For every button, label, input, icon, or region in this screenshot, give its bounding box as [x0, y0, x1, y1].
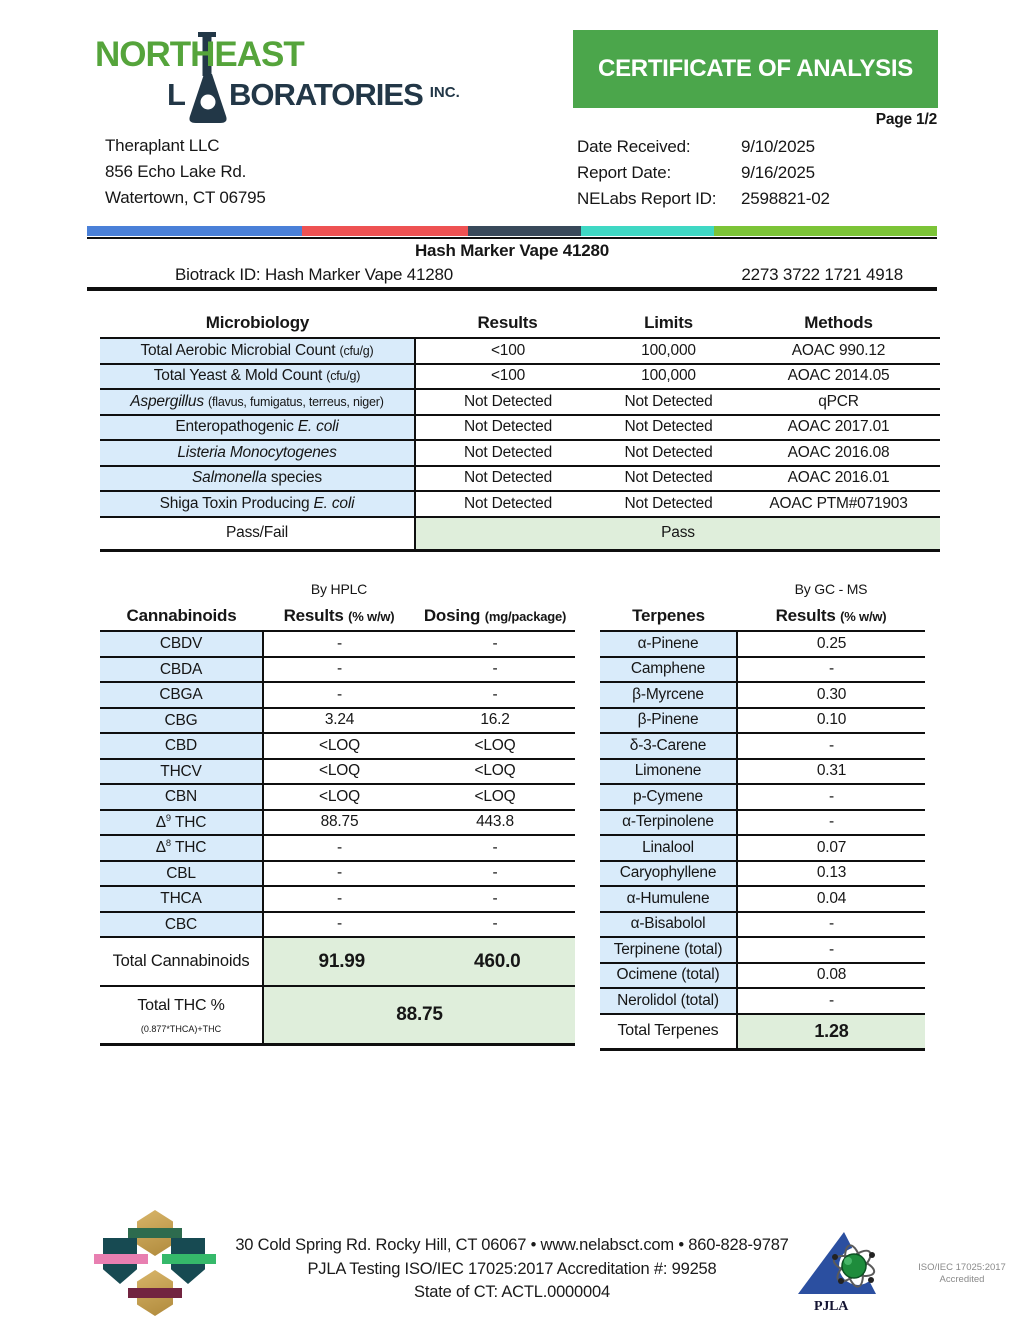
terpene-name-cell: α-Terpinolene	[600, 810, 737, 836]
cannabinoid-dosing-cell: -	[415, 912, 575, 938]
client-city: Watertown, CT 06795	[105, 188, 266, 207]
micro-row	[100, 466, 940, 492]
cannabinoid-name: CBC	[164, 915, 198, 933]
terpene-result-cell: -	[737, 810, 925, 836]
total-thc-label-main: Total THC %	[137, 996, 225, 1014]
cannabinoid-dosing-cell: -	[415, 835, 575, 861]
micro-result-cell: Not Detected	[415, 466, 600, 492]
micro-result-cell: Not Detected	[415, 389, 600, 415]
cannabinoid-result-cell: -	[263, 631, 415, 657]
cannabinoid-name: CBN	[164, 788, 198, 806]
cannabinoid-dosing-cell: -	[415, 886, 575, 912]
micro-method-cell: AOAC 2016.01	[737, 466, 940, 492]
cannabinoid-result-cell: -	[263, 835, 415, 861]
micro-limit-cell: Not Detected	[600, 466, 737, 492]
report-date-value: 9/16/2025	[741, 163, 815, 182]
cannabinoid-name: THCV	[160, 762, 202, 780]
micro-analyte-cell	[100, 491, 415, 517]
logo-line2-first: L	[167, 77, 185, 112]
terpene-result-cell: 0.08	[737, 963, 925, 989]
cannabinoid-result-cell: -	[263, 886, 415, 912]
micro-row	[100, 389, 940, 415]
cannabinoid-row	[100, 810, 575, 836]
analyte-note: (flavus, fumigatus, terreus, niger)	[208, 394, 384, 409]
terpene-result-cell: 0.30	[737, 682, 925, 708]
terpene-row	[600, 912, 925, 938]
cannabinoid-name: Δ	[155, 813, 166, 831]
terpene-name-cell: Terpinene (total)	[600, 937, 737, 963]
award-ribbon-pink	[94, 1254, 148, 1264]
cannabinoid-name: CBDA	[159, 660, 203, 678]
micro-analyte-cell	[100, 440, 415, 466]
terpene-result-cell: 0.10	[737, 708, 925, 734]
microbiology-header-row	[100, 308, 940, 338]
terpenes-header-row	[600, 601, 925, 631]
cannabinoid-name-cell	[100, 810, 263, 836]
cannabinoid-row	[100, 733, 575, 759]
cannabinoid-dosing-cell: -	[415, 631, 575, 657]
cannabinoid-row	[100, 784, 575, 810]
bar-segment-teal	[581, 226, 714, 236]
client-name: Theraplant LLC	[105, 136, 220, 155]
product-title: Hash Marker Vape 41280	[414, 241, 610, 260]
analyte-note: (cfu/g)	[326, 369, 361, 384]
cannabinoid-row	[100, 682, 575, 708]
terpene-row	[600, 963, 925, 989]
page-number: Page 1/2	[875, 111, 937, 128]
terpene-row	[600, 810, 925, 836]
terpene-result-cell: 0.07	[737, 835, 925, 861]
lab-address-line: 30 Cold Spring Rd. Rocky Hill, CT 06067 • www.nelabsct.com • 860-828-9787	[235, 1236, 789, 1254]
cannabinoids-header-row	[100, 601, 575, 631]
date-received-value: 9/10/2025	[741, 137, 815, 156]
terpene-row	[600, 835, 925, 861]
cann-header-results	[263, 601, 415, 631]
total-cannabinoids-values	[263, 937, 575, 986]
terpene-result-cell: -	[737, 733, 925, 759]
cannabinoid-result-cell: -	[263, 657, 415, 683]
cannabinoid-name-cell	[100, 708, 263, 734]
award-ribbon-emerald	[162, 1254, 216, 1264]
cannabinoid-dosing-cell: <LOQ	[415, 733, 575, 759]
terpene-row	[600, 708, 925, 734]
pjla-accreditation-logo	[792, 1226, 1022, 1325]
bar-segment-red	[302, 226, 468, 236]
pass-fail-value: Pass	[415, 517, 940, 551]
cannabinoid-result-cell: 88.75	[263, 810, 415, 836]
bar-segment-green	[714, 226, 937, 236]
cannabinoid-name: Δ	[155, 839, 166, 857]
logo-line1: NORTHEAST	[95, 35, 304, 74]
pjla-wordmark: PJLA	[814, 1299, 849, 1314]
hplc-method-note: By HPLC	[310, 581, 368, 597]
cannabinoid-result-cell: -	[263, 861, 415, 887]
biotrack-value: Hash Marker Vape 41280	[264, 265, 454, 284]
cannabinoid-dosing-cell: 443.8	[415, 810, 575, 836]
terpene-result-cell: 0.13	[737, 861, 925, 887]
certificate-banner-title: CERTIFICATE OF ANALYSIS	[598, 55, 913, 82]
terpene-result-cell: 0.04	[737, 886, 925, 912]
cannabinoid-name-cell	[100, 733, 263, 759]
micro-header-limits: Limits	[600, 308, 737, 338]
header-dosing-text: Dosing	[423, 605, 485, 625]
cannabinoid-dosing-cell: -	[415, 861, 575, 887]
micro-header-analyte: Microbiology	[100, 308, 415, 338]
terpene-name-cell: Limonene	[600, 759, 737, 785]
micro-row	[100, 491, 940, 517]
bar-segment-blue	[87, 226, 302, 236]
micro-limit-cell: Not Detected	[600, 491, 737, 517]
report-meta-block	[577, 134, 830, 212]
cannabinoid-name: CBDV	[159, 635, 203, 653]
biotrack-id	[175, 265, 453, 285]
terpene-row	[600, 657, 925, 683]
micro-row	[100, 415, 940, 441]
micro-method-cell: qPCR	[737, 389, 940, 415]
cannabinoid-row	[100, 912, 575, 938]
terpene-name-cell: p-Cymene	[600, 784, 737, 810]
biotrack-row	[87, 265, 937, 285]
cannabinoid-name-cell	[100, 912, 263, 938]
analyte-text: Total Yeast & Mold Count	[153, 367, 327, 385]
micro-analyte-cell	[100, 364, 415, 390]
micro-header-results: Results	[415, 308, 600, 338]
terpene-name-cell: Camphene	[600, 657, 737, 683]
cannabinoid-name: CBL	[166, 864, 196, 882]
micro-analyte-cell	[100, 466, 415, 492]
logo-line2-rest: BORATORIES	[228, 77, 423, 112]
client-street: 856 Echo Lake Rd.	[105, 162, 247, 181]
analyte-italic: Salmonella	[192, 469, 271, 487]
total-thc-label	[100, 986, 263, 1045]
cannabinoid-name: CBD	[164, 737, 198, 755]
micro-result-cell: Not Detected	[415, 491, 600, 517]
cannabinoid-result-cell: <LOQ	[263, 784, 415, 810]
micro-analyte-cell	[100, 389, 415, 415]
micro-result-cell: Not Detected	[415, 415, 600, 441]
micro-limit-cell: Not Detected	[600, 389, 737, 415]
micro-method-cell: AOAC 2016.08	[737, 440, 940, 466]
terpene-row	[600, 886, 925, 912]
cannabinoid-name-cell	[100, 631, 263, 657]
client-address-block	[105, 133, 266, 211]
cannabinoid-name-cell	[100, 784, 263, 810]
cannabinoid-dosing-cell: -	[415, 682, 575, 708]
microbiology-section	[100, 308, 940, 552]
micro-row	[100, 338, 940, 364]
biotrack-code: 2273 3722 1721 4918	[741, 265, 903, 284]
cannabinoids-section	[100, 601, 575, 1046]
cannabinoid-name: THCA	[160, 890, 202, 908]
cannabinoid-name: CBGA	[159, 686, 203, 704]
cannabinoid-name-cell	[100, 861, 263, 887]
micro-limit-cell: 100,000	[600, 364, 737, 390]
terpene-row	[600, 988, 925, 1014]
header-results-text: Results	[775, 605, 841, 625]
terpene-name-cell: Caryophyllene	[600, 861, 737, 887]
micro-method-cell: AOAC 2014.05	[737, 364, 940, 390]
terpene-result-cell: 0.31	[737, 759, 925, 785]
total-thc-row	[100, 986, 575, 1045]
northeast-laboratories-logo	[95, 36, 495, 132]
cannabinoid-name-cell	[100, 682, 263, 708]
total-cannabinoids-row	[100, 937, 575, 986]
cannabinoid-name: CBG	[164, 711, 198, 729]
terpene-name-cell: α-Bisabolol	[600, 912, 737, 938]
cannabinoid-dosing-cell: <LOQ	[415, 759, 575, 785]
header-results-unit: (% w/w)	[840, 608, 887, 624]
bar-segment-navy	[468, 226, 581, 236]
section-rule	[87, 287, 937, 291]
terpene-row	[600, 861, 925, 887]
cannabinoid-sup: 9	[165, 812, 171, 823]
cannabinoid-row	[100, 886, 575, 912]
cannabinoid-row	[100, 708, 575, 734]
terpene-result-cell: -	[737, 937, 925, 963]
cannabinoids-table	[100, 601, 575, 1046]
microbiology-table	[100, 308, 940, 552]
cannabinoid-dosing-cell: 16.2	[415, 708, 575, 734]
header-results-text: Results	[283, 605, 349, 625]
terpene-result-cell: -	[737, 912, 925, 938]
terpene-row	[600, 631, 925, 657]
analyte-text: species	[270, 469, 322, 487]
terpene-result-cell: -	[737, 988, 925, 1014]
cannabinoid-dosing-cell: <LOQ	[415, 784, 575, 810]
analyte-italic: E. coli	[297, 418, 339, 436]
analyte-text: Total Aerobic Microbial Count	[140, 341, 340, 359]
pjla-iso-line2: Accredited	[939, 1274, 985, 1285]
terpene-row	[600, 733, 925, 759]
cannabinoid-row	[100, 759, 575, 785]
cannabinoid-sup: 8	[165, 838, 171, 849]
total-terpenes-row	[600, 1014, 925, 1050]
micro-result-cell: <100	[415, 364, 600, 390]
micro-row	[100, 364, 940, 390]
cannabinoid-name-cell	[100, 835, 263, 861]
cannabinoid-name-cell	[100, 759, 263, 785]
terpene-name-cell: δ-3-Carene	[600, 733, 737, 759]
certificate-banner	[573, 30, 938, 108]
cann-header-name: Cannabinoids	[100, 601, 263, 631]
date-received-label: Date Received:	[577, 137, 691, 156]
cannabinoid-result-cell: <LOQ	[263, 759, 415, 785]
cannabinoid-result-cell: -	[263, 682, 415, 708]
total-thc-label-formula: (0.877*THCA)+THC	[140, 1023, 222, 1034]
analyte-italic: Aspergillus	[130, 392, 208, 410]
terpene-name-cell: α-Pinene	[600, 631, 737, 657]
micro-limit-cell: Not Detected	[600, 440, 737, 466]
terpene-name-cell: Ocimene (total)	[600, 963, 737, 989]
cannabinoid-name-cell	[100, 657, 263, 683]
cannabinoid-result-cell: 3.24	[263, 708, 415, 734]
terpene-name-cell: β-Pinene	[600, 708, 737, 734]
micro-header-methods: Methods	[737, 308, 940, 338]
terpene-row	[600, 682, 925, 708]
cannabinoid-dosing-cell: -	[415, 657, 575, 683]
report-id-value: 2598821-02	[741, 189, 830, 208]
pjla-iso-text	[910, 1262, 1014, 1286]
analyte-italic: Listeria Monocytogenes	[177, 443, 337, 461]
micro-limit-cell: 100,000	[600, 338, 737, 364]
micro-limit-cell: Not Detected	[600, 415, 737, 441]
total-cannabinoids-label: Total Cannabinoids	[100, 937, 263, 986]
cannabinoid-name-post: THC	[170, 813, 207, 831]
terpene-name-cell: Nerolidol (total)	[600, 988, 737, 1014]
analyte-note: (cfu/g)	[339, 343, 374, 358]
terpene-name-cell: α-Humulene	[600, 886, 737, 912]
total-cannabinoids-result: 91.99	[318, 950, 366, 972]
pjla-iso-line1: ISO/IEC 17025:2017	[918, 1262, 1006, 1273]
total-terpenes-value: 1.28	[737, 1014, 925, 1050]
color-divider-bar	[87, 226, 937, 236]
analyte-text: Enteropathogenic	[175, 418, 298, 436]
terpene-result-cell: 0.25	[737, 631, 925, 657]
micro-result-cell: <100	[415, 338, 600, 364]
terpene-row	[600, 937, 925, 963]
logo-inc-suffix: INC.	[429, 84, 460, 101]
terpene-result-cell: -	[737, 657, 925, 683]
terpenes-section	[600, 601, 925, 1051]
cannabinoid-name-post: THC	[170, 839, 207, 857]
terpene-name-cell: Linalool	[600, 835, 737, 861]
cannabinoid-row	[100, 835, 575, 861]
terp-header-name: Terpenes	[600, 601, 737, 631]
award-ribbon-green	[128, 1228, 182, 1238]
analyte-text: Shiga Toxin Producing	[159, 494, 314, 512]
micro-result-cell: Not Detected	[415, 440, 600, 466]
micro-row	[100, 440, 940, 466]
cannabinoid-result-cell: <LOQ	[263, 733, 415, 759]
micro-method-cell: AOAC 990.12	[737, 338, 940, 364]
biotrack-label: Biotrack ID:	[175, 265, 265, 284]
terpenes-table	[600, 601, 925, 1051]
total-cannabinoids-dosing: 460.0	[473, 950, 521, 972]
accreditation-line: PJLA Testing ISO/IEC 17025:2017 Accreditation #: 99258	[307, 1259, 717, 1278]
gcms-method-note: By GC - MS	[794, 581, 868, 597]
micro-method-cell: AOAC 2017.01	[737, 415, 940, 441]
pass-fail-label: Pass/Fail	[100, 517, 415, 551]
header-dosing-unit: (mg/package)	[484, 608, 567, 624]
terpene-row	[600, 759, 925, 785]
terp-header-results	[737, 601, 925, 631]
award-ribbon-maroon	[128, 1288, 182, 1298]
analyte-italic: E. coli	[313, 494, 355, 512]
terpene-result-cell: -	[737, 784, 925, 810]
micro-analyte-cell	[100, 415, 415, 441]
terpene-name-cell: β-Myrcene	[600, 682, 737, 708]
divider-line	[87, 237, 937, 239]
pjla-logo-icon	[792, 1226, 907, 1316]
micro-analyte-cell	[100, 338, 415, 364]
total-terpenes-label: Total Terpenes	[600, 1014, 737, 1050]
micro-method-cell: AOAC PTM#071903	[737, 491, 940, 517]
report-id-label: NELabs Report ID:	[577, 189, 717, 208]
terpene-row	[600, 784, 925, 810]
cannabinoid-name-cell	[100, 886, 263, 912]
cannabinoid-row	[100, 631, 575, 657]
state-license-line: State of CT: ACTL.0000004	[414, 1283, 610, 1301]
cannabinoid-row	[100, 861, 575, 887]
cannabinoid-result-cell: -	[263, 912, 415, 938]
pass-fail-row	[100, 517, 940, 551]
total-thc-value: 88.75	[263, 986, 575, 1045]
logo-line2	[167, 77, 495, 111]
cannabinoid-row	[100, 657, 575, 683]
cann-header-dosing	[415, 601, 575, 631]
header-results-unit: (% w/w)	[348, 608, 395, 624]
report-date-label: Report Date:	[577, 163, 671, 182]
